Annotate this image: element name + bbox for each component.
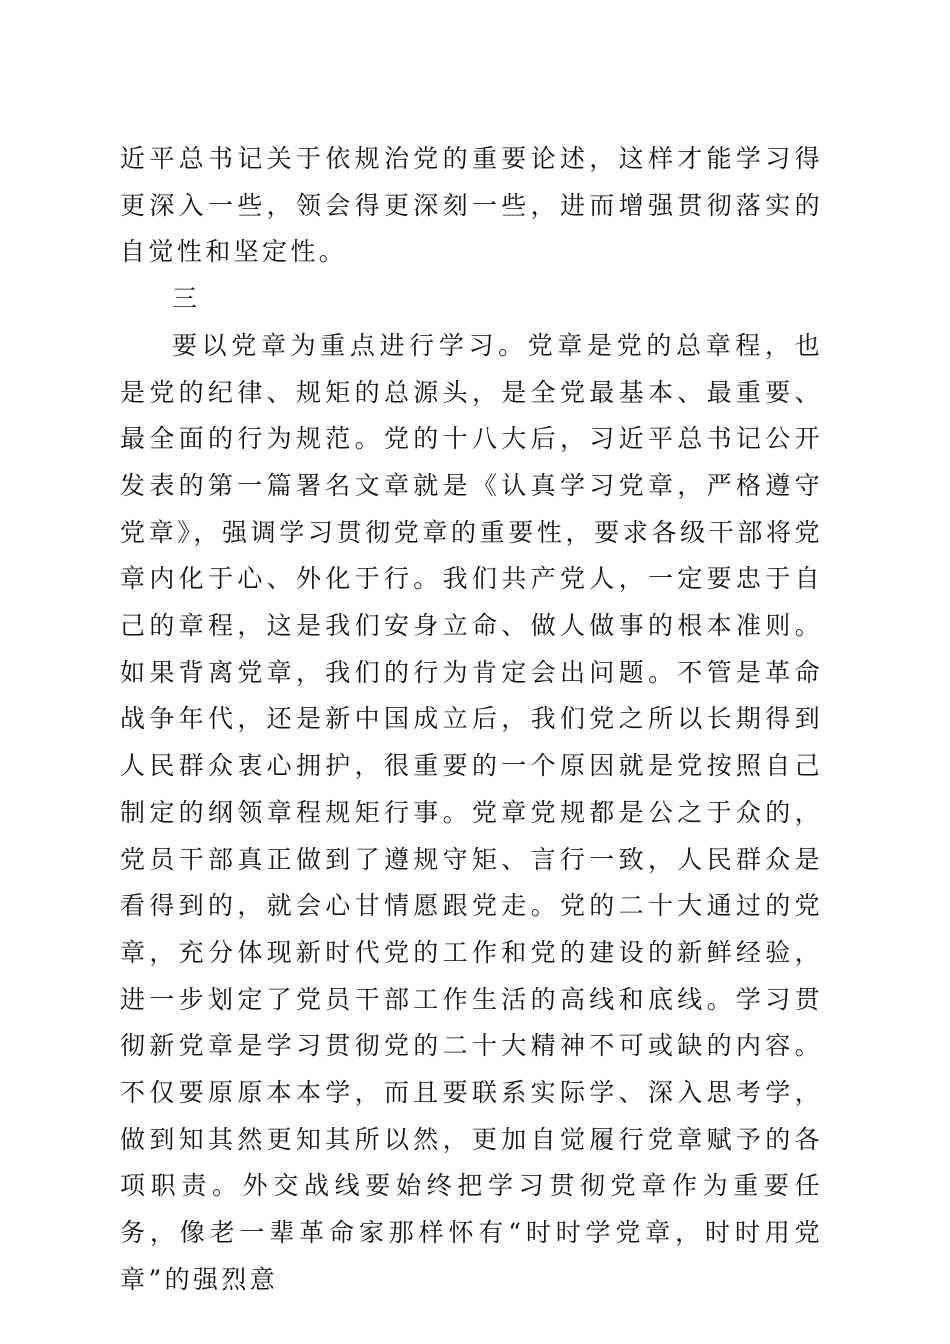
section-number: 三 — [172, 284, 201, 314]
paragraph-party-constitution: 要以党章为重点进行学习。党章是党的总章程，也是党的纪律、规矩的总源头，是全党最基本、最重要、最全面的行为规范。党的十八大后，习近平总书记公开发表的第一篇署名文章就是《认真学习党章，严格遵守党章》，强调学习贯彻党章的重要性，要求各级干部将党章内化于心、外化于行。我们共产党人，一定要忠于自己的章程，这是我们安身立命、做人做事的根本准则。如果背离党章，我们的行为肯定会出问题。不管是革命战争年代，还是新中国成立后，我们党之所以长期得到人民群众衷心拥护，很重要的一个原因就是党按照自己制定的纲领章程规矩行事。党章党规都是公之于众的，党员干部真正做到了遵规守矩、言行一致，人民群众是看得到的，就会心甘情愿跟党走。党的二十大通过的党章，充分体现新时代党的工作和党的建设的新鲜经验，进一步划定了党员干部工作生活的高线和底线。学习贯彻新党章是学习贯彻党的二十大精神不可或缺的内容。不仅要原原本本学，而且要联系实际学、深入思考学，做到知其然更知其所以然，更加自觉履行党章赋予的各项职责。外交战线要始终把学习贯彻党章作为重要任务，像老一辈革命家那样怀有“时时学党章，时时用党章”的强烈意 — [120, 330, 823, 1294]
paragraph-continuation: 近平总书记关于依规治党的重要论述，这样才能学习得更深入一些，领会得更深刻一些，进而增强贯彻落实的自觉性和坚定性。 — [120, 144, 823, 267]
document-body — [120, 136, 823, 1304]
